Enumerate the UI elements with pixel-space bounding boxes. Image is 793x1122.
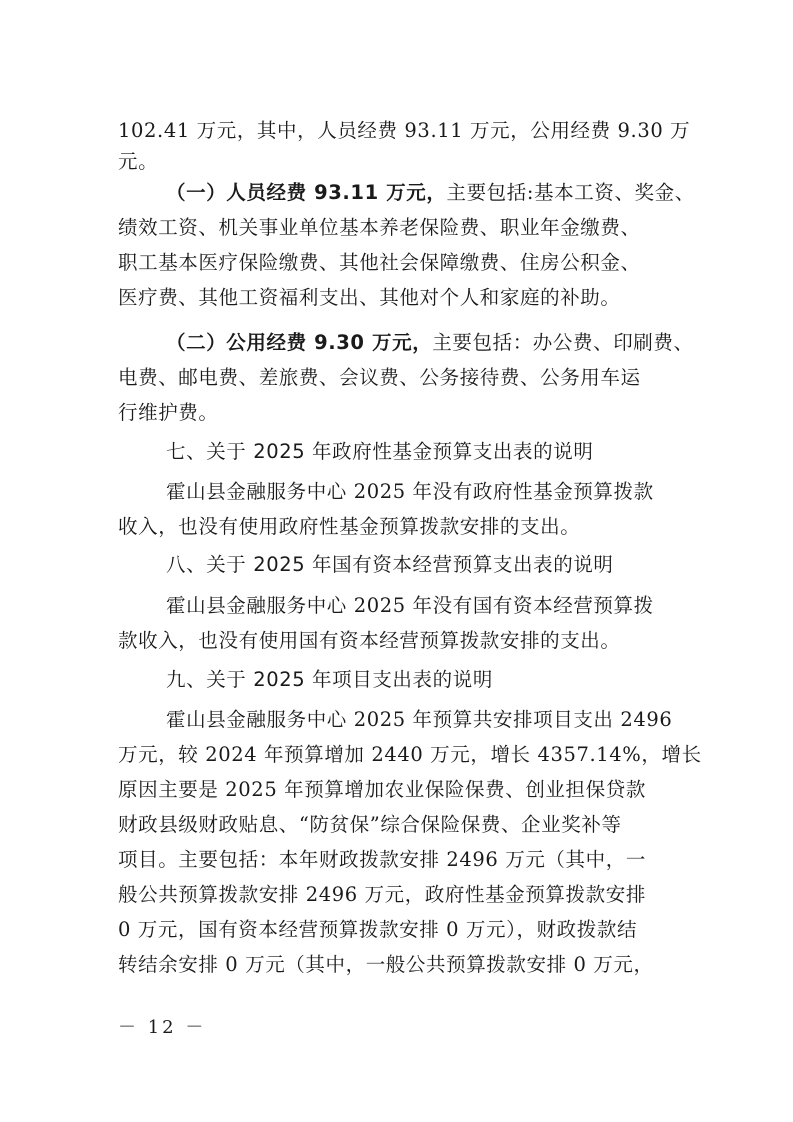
paragraph-line: 医疗费、其他工资福利支出、其他对个人和家庭的补助。: [118, 286, 621, 309]
paragraph-line: 财政县级财政贴息、“防贫保”综合保险保费、企业奖补等: [118, 813, 622, 836]
paragraph-line: 电费、邮电费、差旅费、会议费、公务接待费、公务用车运: [118, 366, 641, 389]
paragraph-line: 收入，也没有使用政府性基金预算拨款安排的支出。: [118, 515, 581, 538]
paragraph-line: 霍山县金融服务中心 2025 年没有国有资本经营预算拨: [166, 594, 654, 617]
section-heading-9: 九、关于 2025 年项目支出表的说明: [166, 668, 493, 691]
paragraph-line: 款收入，也没有使用国有资本经营预算拨款安排的支出。: [118, 629, 621, 652]
personnel-expense-text: 主要包括:基本工资、奖金、: [446, 181, 695, 204]
personnel-expense-heading: （一）人员经费 93.11 万元，: [166, 181, 447, 204]
paragraph-line: 102.41 万元，其中，人员经费 93.11 万元，公用经费 9.30 万: [118, 119, 691, 142]
public-expense-heading: （二）公用经费 9.30 万元，: [166, 331, 433, 354]
paragraph-line: 霍山县金融服务中心 2025 年没有政府性基金预算拨款: [166, 480, 654, 503]
section-heading-8: 八、关于 2025 年国有资本经营预算支出表的说明: [166, 553, 614, 576]
paragraph-line: 绩效工资、机关事业单位基本养老保险费、职业年金缴费、: [118, 216, 641, 239]
paragraph-line: 元。: [118, 150, 159, 173]
paragraph-line: 万元，较 2024 年预算增加 2440 万元，增长 4357.14%，增长: [118, 743, 702, 766]
section-heading-7: 七、关于 2025 年政府性基金预算支出表的说明: [166, 440, 594, 463]
page-number: － 12 －: [118, 1017, 207, 1038]
paragraph-line: 职工基本医疗保险缴费、其他社会保障缴费、住房公积金、: [118, 251, 641, 274]
paragraph-line: 项目。主要包括：本年财政拨款安排 2496 万元（其中，一: [118, 848, 646, 871]
paragraph-line: 0 万元，国有资本经营预算拨款安排 0 万元），财政拨款结: [118, 918, 638, 941]
paragraph-line: 原因主要是 2025 年预算增加农业保险保费、创业担保贷款: [118, 778, 646, 801]
paragraph-line: 转结余安排 0 万元（其中，一般公共预算拨款安排 0 万元，: [118, 953, 654, 976]
personnel-expense-line: [166, 178, 695, 208]
public-expense-line: [166, 328, 694, 358]
paragraph-line: 行维护费。: [118, 401, 219, 424]
public-expense-text: 主要包括：办公费、印刷费、: [432, 331, 694, 354]
paragraph-line: 霍山县金融服务中心 2025 年预算共安排项目支出 2496: [166, 708, 673, 731]
paragraph-line: 般公共预算拨款安排 2496 万元，政府性基金预算拨款安排: [118, 883, 646, 906]
